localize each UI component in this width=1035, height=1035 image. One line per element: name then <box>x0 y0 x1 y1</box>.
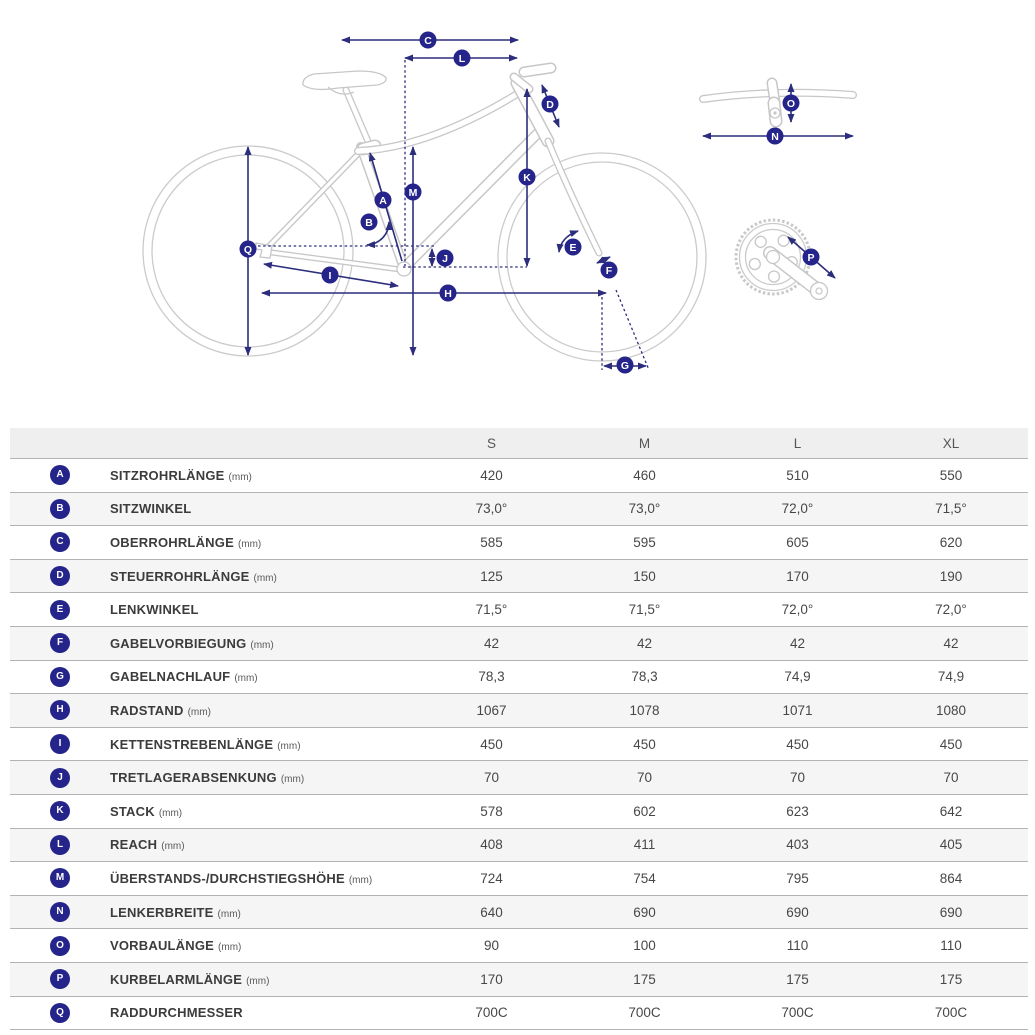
row-label: TRETLAGERABSENKUNG <box>110 770 277 786</box>
row-unit: (mm) <box>237 538 262 550</box>
badge-a-letter: A <box>379 194 387 207</box>
bike-illustration <box>143 32 853 374</box>
row-value-xl: 110 <box>940 938 962 954</box>
row-value-l: 690 <box>786 904 809 920</box>
row-value-xl: 1080 <box>935 702 967 718</box>
table-row <box>10 627 1028 661</box>
row-letter-badge: P <box>50 969 70 989</box>
row-value-xl: 690 <box>939 904 963 920</box>
row-value-m: 602 <box>633 803 656 819</box>
table-row <box>10 795 1028 829</box>
row-value-l: 110 <box>786 938 809 954</box>
row-value-l: 623 <box>786 803 809 819</box>
table-row <box>10 728 1028 762</box>
row-unit: (mm) <box>280 774 305 786</box>
badge-n-letter: N <box>771 130 779 143</box>
row-label: LENKERBREITE <box>110 904 214 920</box>
row-value-l: 72,0° <box>781 602 814 618</box>
row-label: GABELVORBIEGUNG <box>110 635 247 651</box>
table-row <box>10 896 1028 930</box>
row-value-xl: 74,9 <box>937 669 965 685</box>
table-row <box>10 661 1028 695</box>
row-value-xl: 71,5° <box>935 501 967 517</box>
row-value-s: 71,5° <box>475 602 508 618</box>
size-header-m: M <box>638 435 651 451</box>
row-value-l: 795 <box>786 870 809 886</box>
row-value-l: 72,0° <box>781 501 814 517</box>
row-value-m: 754 <box>633 870 656 886</box>
row-value-s: 640 <box>480 904 503 920</box>
row-value-l: 450 <box>786 736 809 752</box>
size-header-l: L <box>793 435 802 451</box>
badge-g-letter: G <box>620 359 630 372</box>
row-unit: (mm) <box>228 471 252 483</box>
row-value-s: 90 <box>483 938 500 954</box>
row-value-m: 175 <box>633 971 656 987</box>
table-row <box>10 526 1028 560</box>
row-value-m: 70 <box>636 770 653 786</box>
row-value-m: 700C <box>628 1005 661 1021</box>
badge-f-letter: F <box>605 264 613 277</box>
table-row <box>10 593 1028 627</box>
row-value-xl: 42 <box>943 635 959 651</box>
row-label: SITZROHRLÄNGE <box>110 467 225 483</box>
rear-dropout <box>256 243 272 258</box>
row-value-l: 1071 <box>782 702 813 718</box>
row-value-s: 578 <box>480 803 503 819</box>
row-value-s: 1067 <box>476 702 507 718</box>
badge-j-letter: J <box>442 252 448 265</box>
row-letter-badge: E <box>50 600 70 620</box>
row-value-m: 450 <box>633 736 656 752</box>
row-value-xl: 72,0° <box>935 602 967 618</box>
row-label: LENKWINKEL <box>110 602 199 618</box>
row-unit: (mm) <box>246 975 270 987</box>
badge-c-letter: C <box>424 34 432 47</box>
row-value-l: 403 <box>786 837 809 853</box>
row-value-s: 125 <box>480 568 503 584</box>
row-letter-badge: J <box>50 768 70 788</box>
row-value-l: 42 <box>789 635 806 651</box>
row-unit: (mm) <box>161 841 185 853</box>
row-unit: (mm) <box>277 740 301 752</box>
row-value-xl: 405 <box>939 837 963 853</box>
row-letter-badge: O <box>50 936 70 956</box>
row-value-s: 170 <box>480 971 503 987</box>
table-row <box>10 862 1028 896</box>
row-value-m: 150 <box>633 568 656 584</box>
row-value-s: 42 <box>483 635 500 651</box>
row-value-l: 510 <box>786 467 809 483</box>
badge-i-letter: I <box>328 269 332 282</box>
row-letter-badge: A <box>50 465 70 485</box>
row-value-m: 71,5° <box>628 602 661 618</box>
row-label: RADSTAND <box>110 702 184 718</box>
row-value-l: 175 <box>786 971 809 987</box>
row-value-l: 170 <box>786 568 809 584</box>
badge-m-letter: M <box>408 186 418 199</box>
row-label: VORBAULÄNGE <box>110 938 215 954</box>
row-value-l: 700C <box>781 1005 814 1021</box>
row-letter-badge: K <box>50 801 70 821</box>
row-unit: (mm) <box>187 706 211 718</box>
row-letter-badge: H <box>50 700 70 720</box>
row-value-xl: 450 <box>939 736 963 752</box>
row-label: ÜBERSTANDS-/DURCHSTIEGSHÖHE <box>110 870 345 886</box>
geometry-diagram <box>0 0 1035 425</box>
row-value-m: 42 <box>636 635 653 651</box>
row-letter-badge: Q <box>50 1003 70 1023</box>
table-row <box>10 560 1028 594</box>
row-value-xl: 642 <box>939 803 963 819</box>
row-letter-badge: L <box>50 835 70 855</box>
size-header-s: S <box>486 435 496 451</box>
row-label: REACH <box>110 837 158 853</box>
row-label: RADDURCHMESSER <box>110 1005 243 1021</box>
row-value-s: 450 <box>480 736 503 752</box>
row-unit: (mm) <box>250 639 274 651</box>
table-header-row <box>10 428 1028 459</box>
table-row <box>10 929 1028 963</box>
row-value-m: 1078 <box>629 702 660 718</box>
row-unit: (mm) <box>253 572 277 584</box>
table-row <box>10 829 1028 863</box>
row-unit: (mm) <box>158 807 183 819</box>
table-row <box>10 493 1028 527</box>
row-letter-badge: B <box>50 499 70 519</box>
row-value-s: 73,0° <box>475 501 508 517</box>
geometry-table <box>10 428 1028 1030</box>
row-unit: (mm) <box>217 908 241 920</box>
row-value-l: 605 <box>786 534 809 550</box>
row-label: STACK <box>110 803 155 819</box>
row-value-m: 690 <box>633 904 656 920</box>
table-row <box>10 997 1028 1031</box>
row-value-xl: 700C <box>934 1005 968 1021</box>
row-letter-badge: D <box>50 566 70 586</box>
row-letter-badge: G <box>50 667 70 687</box>
row-label: SITZWINKEL <box>110 501 192 517</box>
row-value-s: 78,3 <box>478 669 505 685</box>
row-label: OBERROHRLÄNGE <box>110 534 234 550</box>
row-value-s: 420 <box>480 467 503 483</box>
row-value-m: 100 <box>633 938 656 954</box>
table-body <box>10 459 1028 1030</box>
badge-p-letter: P <box>807 251 815 264</box>
row-letter-badge: I <box>50 734 70 754</box>
row-letter-badge: N <box>50 902 70 922</box>
size-header-xl: XL <box>942 435 960 451</box>
row-label: GABELNACHLAUF <box>110 669 231 685</box>
badge-b-letter: B <box>365 216 373 229</box>
row-value-l: 70 <box>789 770 806 786</box>
badge-e-letter: E <box>569 241 577 254</box>
table-row <box>10 761 1028 795</box>
row-value-xl: 70 <box>943 770 959 786</box>
badge-q-letter: Q <box>243 243 253 256</box>
badge-h-letter: H <box>444 287 452 300</box>
badge-o-letter: O <box>786 97 796 110</box>
row-label: KURBELARMLÄNGE <box>110 971 243 987</box>
table-row <box>10 963 1028 997</box>
row-label: KETTENSTREBENLÄNGE <box>110 736 274 752</box>
row-value-l: 74,9 <box>784 669 811 685</box>
row-value-m: 411 <box>633 837 656 853</box>
bottom-bracket <box>397 262 411 276</box>
badge-k-letter: K <box>523 171 531 184</box>
row-value-xl: 190 <box>939 568 963 584</box>
row-letter-badge: F <box>50 633 70 653</box>
badge-l-letter: L <box>458 52 466 65</box>
row-value-s: 700C <box>475 1005 508 1021</box>
row-value-xl: 620 <box>939 534 963 550</box>
row-unit: (mm) <box>348 874 373 886</box>
saddle <box>303 71 386 89</box>
row-value-s: 724 <box>480 870 503 886</box>
row-value-m: 78,3 <box>631 669 658 685</box>
row-unit: (mm) <box>218 942 242 954</box>
handlebar-illustration <box>703 83 853 121</box>
row-value-m: 595 <box>633 534 656 550</box>
row-value-m: 460 <box>633 467 656 483</box>
row-value-xl: 175 <box>939 971 963 987</box>
table-row <box>10 694 1028 728</box>
row-unit: (mm) <box>234 673 258 685</box>
row-letter-badge: C <box>50 532 70 552</box>
row-value-s: 70 <box>483 770 500 786</box>
row-value-m: 73,0° <box>628 501 661 517</box>
row-letter-badge: M <box>50 868 70 888</box>
table-row <box>10 459 1028 493</box>
row-value-xl: 550 <box>939 467 963 483</box>
row-label: STEUERROHRLÄNGE <box>110 568 250 584</box>
row-value-s: 585 <box>480 534 503 550</box>
row-value-xl: 864 <box>939 870 963 886</box>
row-value-s: 408 <box>480 837 503 853</box>
badge-d-letter: D <box>546 98 554 111</box>
